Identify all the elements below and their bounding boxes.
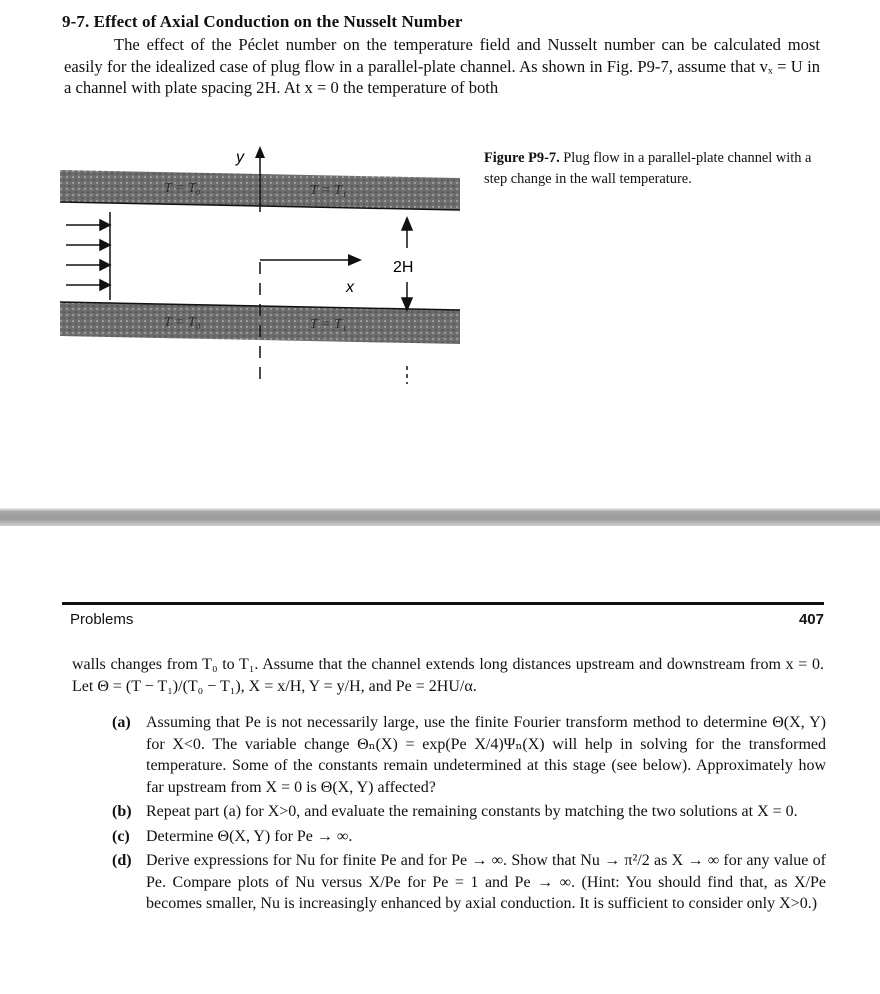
problem-parts: [112, 712, 826, 918]
running-head: [62, 602, 824, 631]
part-b-label: (b): [112, 803, 132, 820]
wall-label-upstream-bottom: T = T₀: [164, 315, 201, 330]
y-axis-arrow: [255, 146, 265, 158]
page-number: 407: [798, 611, 824, 628]
inflow-arrows: [66, 220, 110, 290]
x-axis-arrow: [348, 254, 362, 266]
spacing-label: 2H: [393, 259, 414, 276]
channel-diagram: [60, 140, 480, 390]
wall-label-downstream-bottom: T = T₁: [310, 317, 347, 332]
wall-label-downstream-top: T = T₁: [310, 183, 347, 198]
x-axis-label: x: [346, 279, 354, 296]
continuation-text: walls changes from T₀ to T₁. Assume that the channel extends long distances upstream and downstream from x = 0. Let Θ = (T − T₁)/(T₀ − T₁), X = x/H, Y = y/H, and Pe = 2HU/α.: [72, 656, 824, 695]
part-a: [112, 712, 826, 798]
part-b: [112, 801, 826, 823]
y-axis-label: y: [236, 149, 244, 166]
part-d-label: (d): [112, 852, 132, 869]
figure-caption: [484, 148, 818, 190]
wall-label-upstream-top: T = T₀: [164, 181, 201, 196]
running-head-title: Problems: [70, 611, 134, 628]
caption-text: Plug flow in a parallel-plate channel with a step change in the wall temperature.: [484, 150, 812, 187]
part-d: [112, 850, 826, 915]
part-c-label: (c): [112, 827, 130, 845]
part-c-text: Determine Θ(X, Y) for Pe → ∞.: [146, 827, 353, 845]
part-a-text: Assuming that Pe is not necessarily large, use the finite Fourier transform method to determine Θ(X, Y) for X<0. The variable change Θₙ(X) = exp(Pe X/4)Ψₙ(X) will help in solving for the transformed temperature. Some of the constants remain undetermined at this stage (see below). Approximately how far upstream from X = 0 is Θ(X, Y) affected?: [146, 714, 826, 796]
problem-intro-text: The effect of the Péclet number on the temperature field and Nusselt number can be calculated most easily for the idealized case of plug flow in a parallel-plate channel. As shown in Fig. P9-7, assume that vₓ = U in a channel with plate spacing 2H. At x = 0 the temperature of both: [64, 35, 820, 97]
figure-p9-7: [60, 140, 480, 390]
part-c: [112, 826, 826, 848]
part-d-text: Derive expressions for Nu for finite Pe and for Pe → ∞. Show that Nu → π²/2 as X → ∞ for any value of Pe. Compare plots of Nu versus X/Pe for Pe = 1 and Pe → ∞. (Hint: You should find that, as X/Pe becomes smaller, Nu is increasingly enhanced by axial conduction. It is sufficient to consider only X>0.): [146, 852, 826, 912]
caption-label: Figure P9-7.: [484, 150, 560, 166]
part-b-text: Repeat part (a) for X>0, and evaluate the remaining constants by matching the two solutions at X = 0.: [146, 803, 798, 820]
page-divider: [0, 508, 880, 526]
problem-intro: [64, 34, 820, 99]
part-a-label: (a): [112, 714, 131, 731]
problem-heading: 9-7. Effect of Axial Conduction on the Nusselt Number: [62, 12, 463, 31]
spacing-dimension: [402, 218, 412, 384]
